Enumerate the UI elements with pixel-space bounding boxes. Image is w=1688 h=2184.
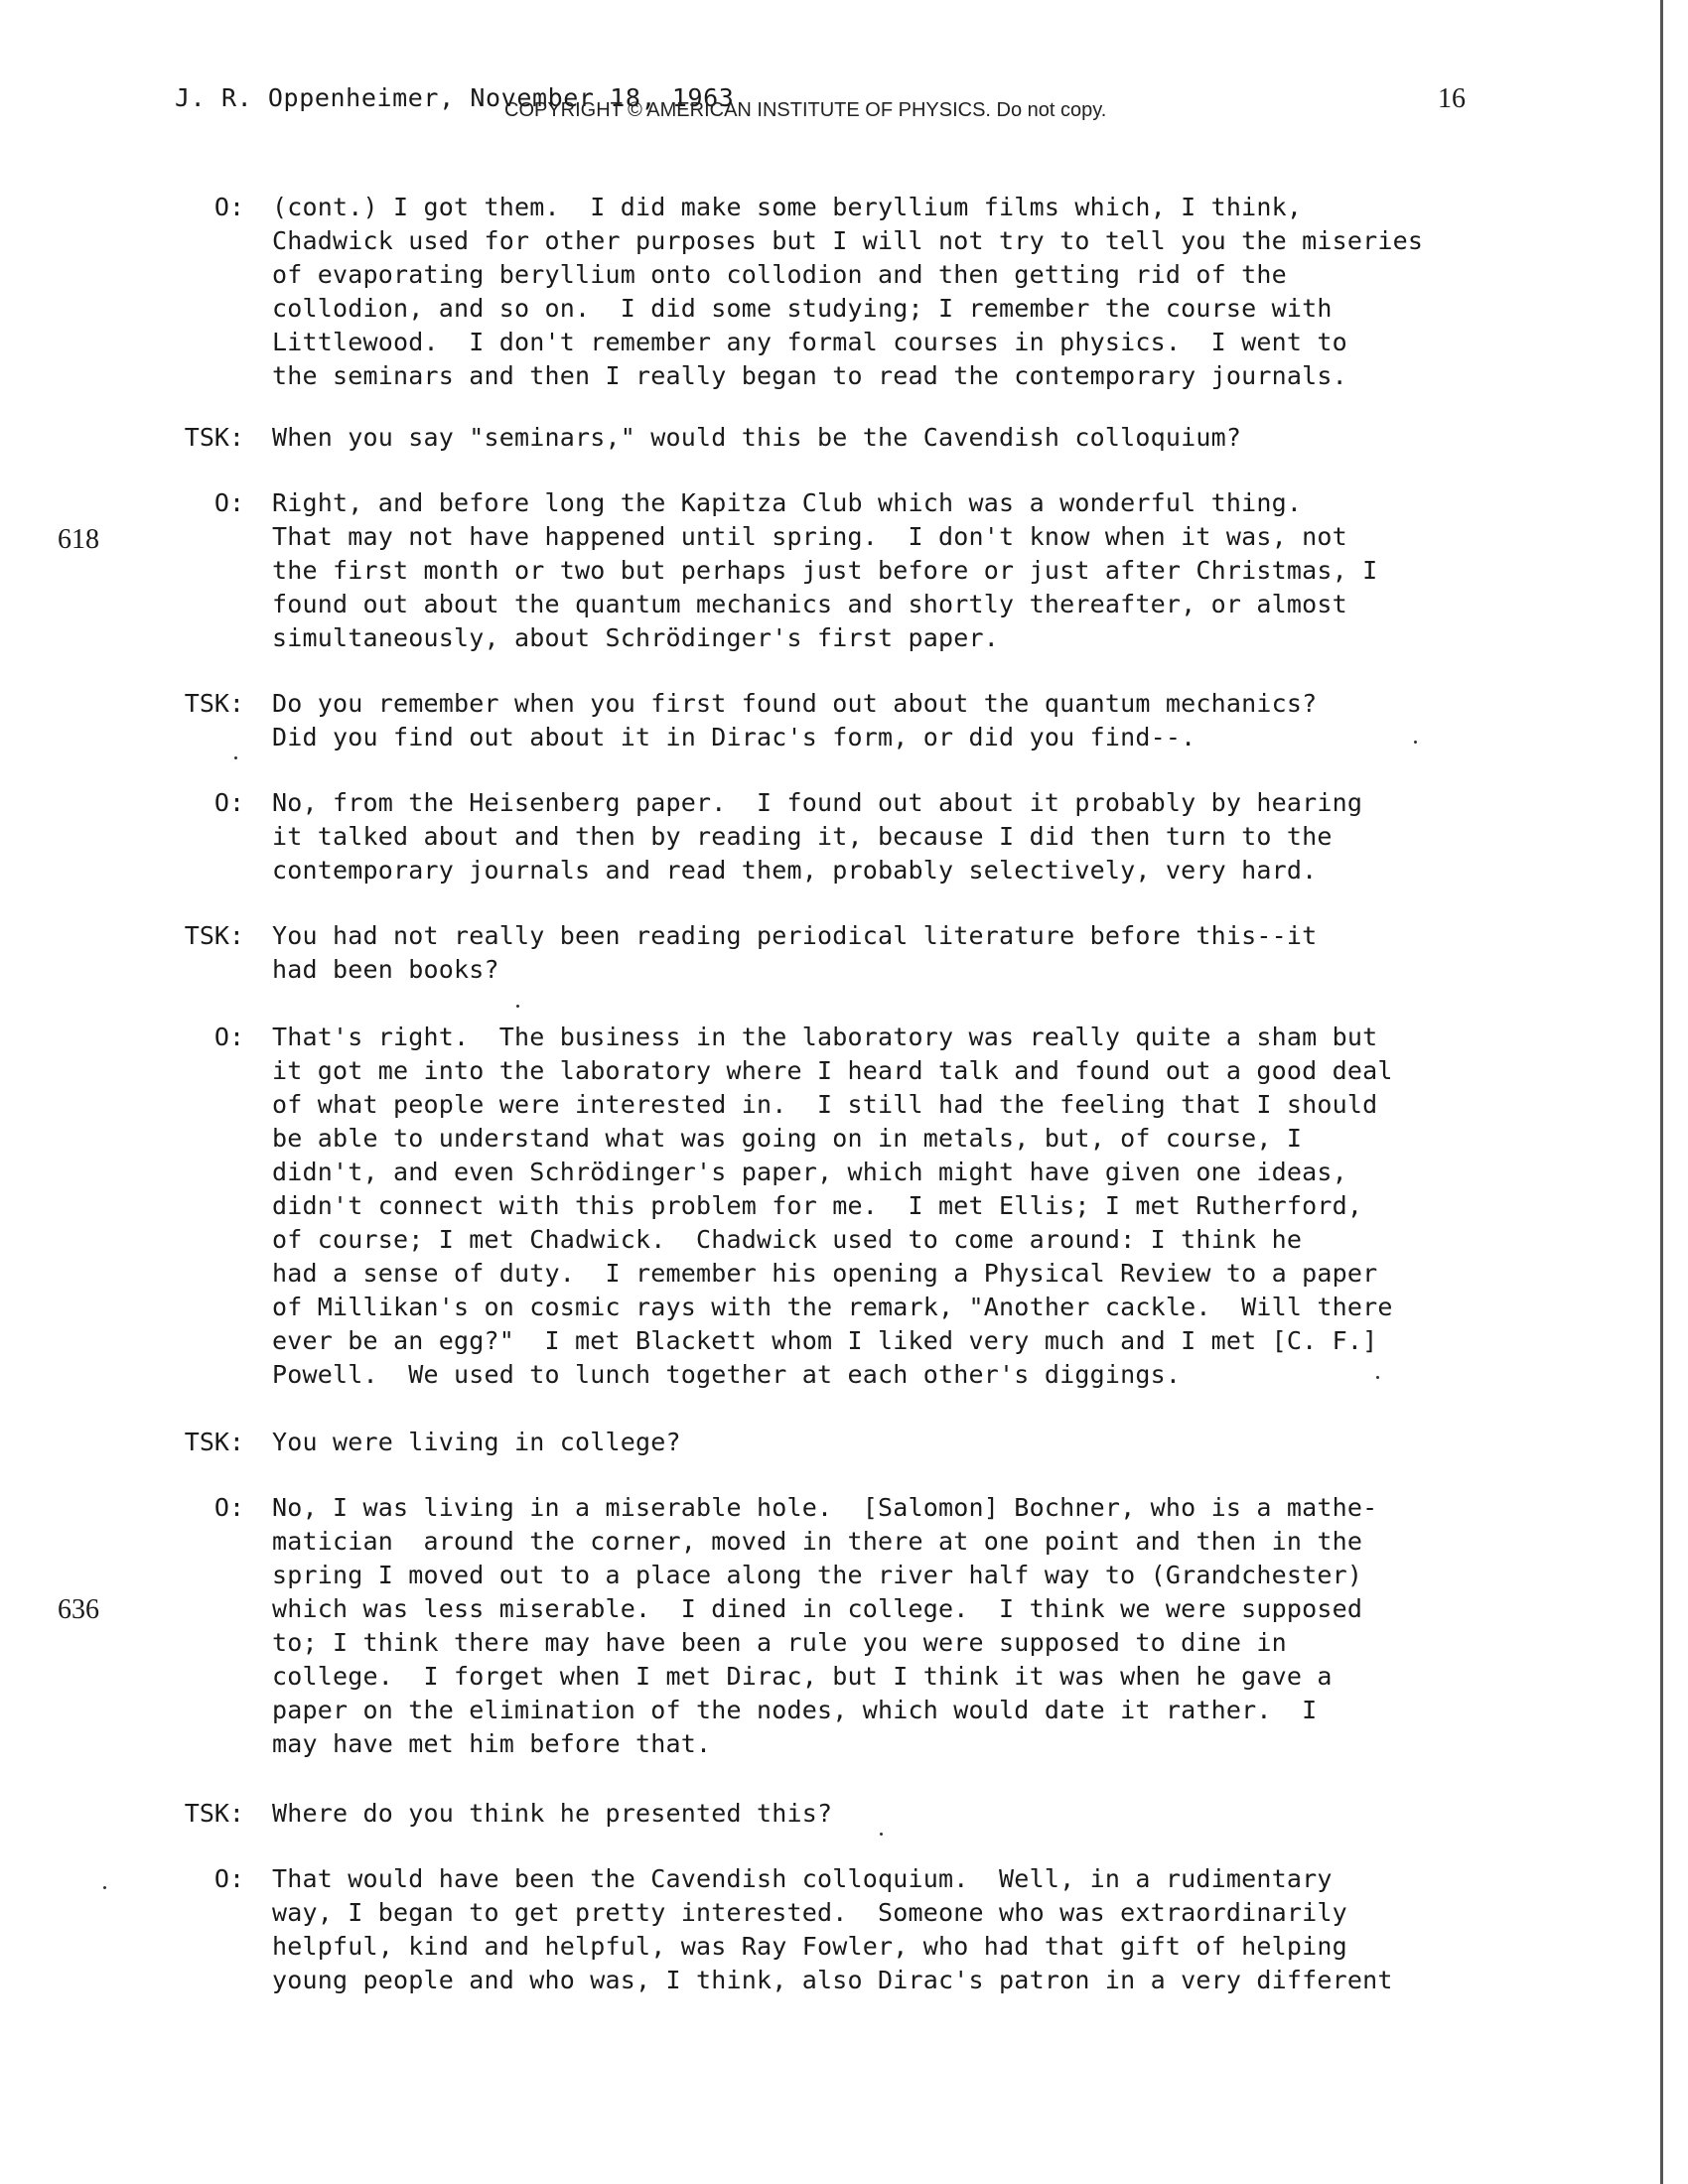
- speech-line: When you say "seminars," would this be the Cavendish colloquium?: [272, 423, 1242, 452]
- speech-line: You were living in college?: [272, 1428, 681, 1456]
- speech-line: Chadwick used for other purposes but I will not try to tell you the miseries: [272, 226, 1424, 255]
- speech-line: simultaneously, about Schrödinger's first paper.: [272, 623, 1000, 652]
- speech-line: didn't, and even Schrödinger's paper, which might have given one ideas,: [272, 1158, 1347, 1186]
- speech-text: [272, 1862, 1393, 1997]
- speech-text: [272, 486, 1377, 655]
- speech-line: That may not have happened until spring. I don't know when it was, not: [272, 522, 1347, 551]
- scan-speck: [1414, 741, 1417, 744]
- page-number: 16: [1438, 83, 1466, 114]
- speech-line: Did you find out about it in Dirac's form, or did you find--.: [272, 723, 1196, 751]
- speaker-label: O:: [213, 193, 244, 221]
- speech-text: [272, 191, 1423, 393]
- speaker-label: O:: [213, 1864, 244, 1893]
- speech-line: found out about the quantum mechanics and shortly thereafter, or almost: [272, 590, 1347, 618]
- speech-line: spring I moved out to a place along the river half way to (Grandchester): [272, 1561, 1363, 1589]
- speech-text: [272, 687, 1317, 754]
- speech-line: of course; I met Chadwick. Chadwick used to come around: I think he: [272, 1225, 1303, 1254]
- speech-line: helpful, kind and helpful, was Ray Fowler, who had that gift of helping: [272, 1932, 1347, 1961]
- speech-line: young people and who was, I think, also Dirac's patron in a very different: [272, 1966, 1393, 1994]
- speaker-label: O:: [213, 488, 244, 517]
- speech-line: it talked about and then by reading it, because I did then turn to the: [272, 822, 1333, 851]
- speech-line: ever be an egg?" I met Blackett whom I liked very much and I met [C. F.]: [272, 1326, 1378, 1355]
- page-edge: [1660, 0, 1663, 2184]
- speech-line: You had not really been reading periodical literature before this--it: [272, 921, 1318, 950]
- speech-text: [272, 1426, 681, 1459]
- speech-line: (cont.) I got them. I did make some beryllium films which, I think,: [272, 193, 1303, 221]
- scan-speck: [1376, 1376, 1379, 1379]
- speaker-label: TSK:: [184, 921, 244, 950]
- speech-line: may have met him before that.: [272, 1729, 712, 1758]
- speech-line: No, I was living in a miserable hole. [Salomon] Bochner, who is a mathe-: [272, 1493, 1378, 1522]
- speech-text: [272, 1021, 1393, 1392]
- scan-speck: [880, 1833, 883, 1836]
- speech-line: be able to understand what was going on in metals, but, of course, I: [272, 1124, 1303, 1153]
- speech-line: collodion, and so on. I did some studying; I remember the course with: [272, 294, 1333, 323]
- scan-speck: [234, 756, 237, 759]
- margin-note-618: 618: [58, 524, 99, 555]
- speaker-label: O:: [213, 788, 244, 817]
- speaker-label: TSK:: [184, 423, 244, 452]
- speech-text: [272, 1491, 1377, 1761]
- speech-line: college. I forget when I met Dirac, but I think it was when he gave a: [272, 1662, 1333, 1691]
- speech-line: Powell. We used to lunch together at each other's diggings.: [272, 1360, 1182, 1389]
- speech-line: didn't connect with this problem for me. I met Ellis; I met Rutherford,: [272, 1191, 1363, 1220]
- speaker-label: O:: [213, 1493, 244, 1522]
- speech-line: Right, and before long the Kapitza Club which was a wonderful thing.: [272, 488, 1303, 517]
- speech-line: Littlewood. I don't remember any formal courses in physics. I went to: [272, 328, 1347, 356]
- margin-note-636: 636: [58, 1594, 99, 1625]
- speech-line: of Millikan's on cosmic rays with the remark, "Another cackle. Will there: [272, 1293, 1393, 1321]
- speech-line: No, from the Heisenberg paper. I found out about it probably by hearing: [272, 788, 1363, 817]
- speaker-label: TSK:: [184, 1428, 244, 1456]
- speech-line: the first month or two but perhaps just before or just after Christmas, I: [272, 556, 1378, 585]
- speech-line: paper on the elimination of the nodes, which would date it rather. I: [272, 1696, 1318, 1724]
- speech-line: it got me into the laboratory where I heard talk and found out a good deal: [272, 1056, 1393, 1085]
- speech-line: of what people were interested in. I still had the feeling that I should: [272, 1090, 1378, 1119]
- speech-line: Where do you think he presented this?: [272, 1799, 833, 1828]
- speaker-label: TSK:: [184, 1799, 244, 1828]
- copyright-notice: COPYRIGHT © AMERICAN INSTITUTE OF PHYSICS. Do not copy.: [504, 99, 1107, 121]
- speech-line: contemporary journals and read them, probably selectively, very hard.: [272, 856, 1318, 885]
- speech-line: had been books?: [272, 955, 499, 984]
- speech-line: Do you remember when you first found out about the quantum mechanics?: [272, 689, 1318, 718]
- speech-line: of evaporating beryllium onto collodion and then getting rid of the: [272, 260, 1287, 289]
- scan-speck: [516, 1005, 519, 1008]
- speech-text: [272, 919, 1317, 987]
- speaker-label: O:: [213, 1023, 244, 1051]
- speech-line: which was less miserable. I dined in college. I think we were supposed: [272, 1594, 1363, 1623]
- speech-line: the seminars and then I really began to read the contemporary journals.: [272, 361, 1347, 390]
- speech-text: [272, 1797, 832, 1831]
- speech-line: way, I began to get pretty interested. Someone who was extraordinarily: [272, 1898, 1347, 1927]
- speech-line: matician around the corner, moved in there at one point and then in the: [272, 1527, 1363, 1556]
- speech-line: to; I think there may have been a rule you were supposed to dine in: [272, 1628, 1287, 1657]
- speech-text: [272, 786, 1362, 887]
- speech-text: [272, 421, 1241, 455]
- speaker-label: TSK:: [184, 689, 244, 718]
- speech-line: That would have been the Cavendish colloquium. Well, in a rudimentary: [272, 1864, 1333, 1893]
- speech-line: That's right. The business in the laboratory was really quite a sham but: [272, 1023, 1378, 1051]
- speech-line: had a sense of duty. I remember his opening a Physical Review to a paper: [272, 1259, 1378, 1288]
- running-head: J. R. Oppenheimer, November 18, 1963: [175, 83, 735, 112]
- scan-speck: [103, 1886, 106, 1889]
